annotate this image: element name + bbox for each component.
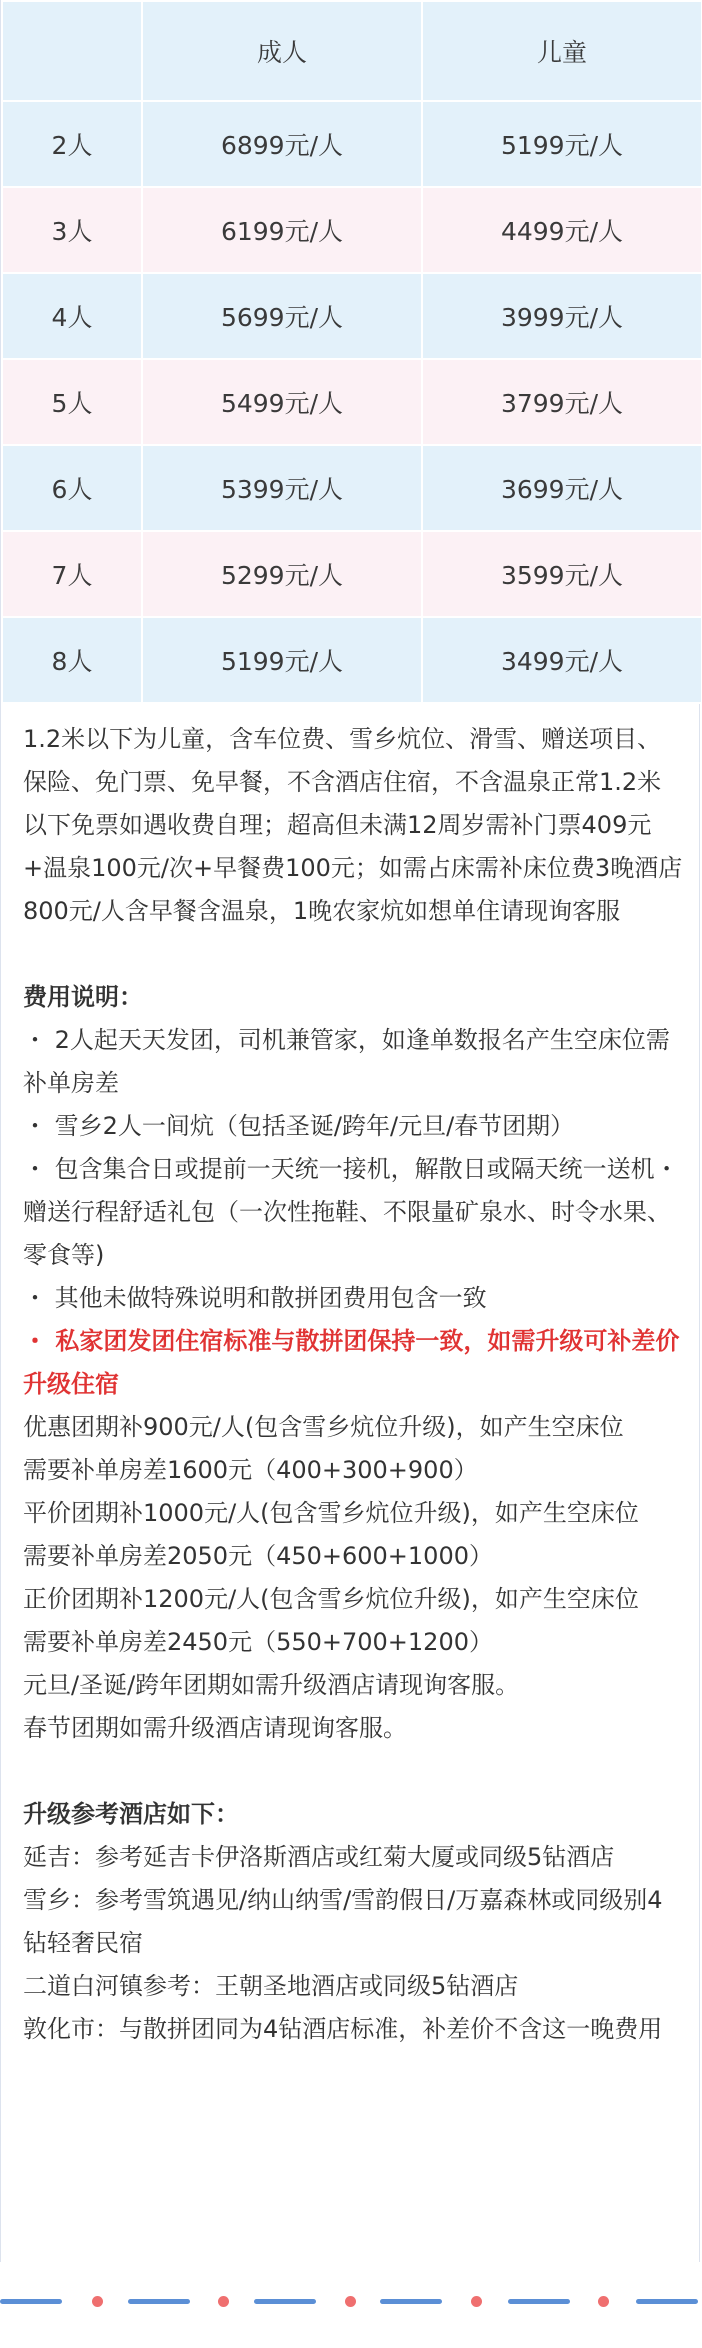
table-header-row (2, 1, 702, 101)
divider-dash (508, 2299, 570, 2304)
people-cell: 3人 (2, 187, 142, 273)
divider-dash (128, 2299, 190, 2304)
table-row (2, 187, 702, 273)
child-price-cell: 3999元/人 (422, 273, 702, 359)
people-cell: 8人 (2, 617, 142, 703)
header-child: 儿童 (422, 1, 702, 101)
hotel-line: 雪乡：参考雪筑遇见/纳山纳雪/雪韵假日/万嘉森林或同级别4钻轻奢民宿 (23, 1886, 663, 1957)
spring-festival-note: 春节团期如需升级酒店请现询客服。 (23, 1714, 407, 1742)
upgrade-line: 需要补单房差1600元（400+300+900） (23, 1456, 478, 1484)
header-adult: 成人 (142, 1, 422, 101)
upgrade-line: 平价团期补1000元/人(包含雪乡炕位升级)，如产生空床位 (23, 1499, 639, 1527)
adult-price-cell: 6199元/人 (142, 187, 422, 273)
upgrade-notice: ・ 私家团发团住宿标准与散拼团保持一致，如需升级可补差价升级住宿 (23, 1327, 680, 1398)
people-cell: 2人 (2, 101, 142, 187)
divider-dash (380, 2299, 442, 2304)
adult-price-cell: 5699元/人 (142, 273, 422, 359)
adult-price-cell: 5399元/人 (142, 445, 422, 531)
table-row (2, 445, 702, 531)
people-cell: 4人 (2, 273, 142, 359)
upgrade-line: 需要补单房差2450元（550+700+1200） (23, 1628, 493, 1656)
holiday-note: 元旦/圣诞/跨年团期如需升级酒店请现询客服。 (23, 1671, 520, 1699)
divider-dot (218, 2296, 229, 2307)
divider-dash (0, 2299, 62, 2304)
hotel-line: 延吉：参考延吉卡伊洛斯酒店或红菊大厦或同级5钻酒店 (23, 1843, 615, 1871)
fees-title: 费用说明： (23, 983, 143, 1011)
hotel-line: 二道白河镇参考：王朝圣地酒店或同级5钻酒店 (23, 1972, 519, 2000)
divider-dash (254, 2299, 316, 2304)
table-row (2, 617, 702, 703)
header-people (2, 1, 142, 101)
adult-price-cell: 5299元/人 (142, 531, 422, 617)
divider-dash (636, 2299, 698, 2304)
hotels-title: 升级参考酒店如下： (23, 1800, 239, 1828)
price-table (1, 0, 702, 704)
people-cell: 7人 (2, 531, 142, 617)
child-price-cell: 3599元/人 (422, 531, 702, 617)
hotel-line: 敦化市：与散拼团同为4钻酒店标准，补差价不含这一晚费用 (23, 2015, 663, 2043)
child-price-cell: 3499元/人 (422, 617, 702, 703)
adult-price-cell: 5499元/人 (142, 359, 422, 445)
fee-bullet: ・ 包含集合日或提前一天统一接机，解散日或隔天统一送机・ 赠送行程舒适礼包（一次性拖鞋、不限量矿泉水、时令水果、零食等) (23, 1155, 679, 1269)
child-price-cell: 4499元/人 (422, 187, 702, 273)
people-cell: 5人 (2, 359, 142, 445)
upgrade-line: 优惠团期补900元/人(包含雪乡炕位升级)，如产生空床位 (23, 1413, 624, 1441)
divider-dot (471, 2296, 482, 2307)
child-price-cell: 3799元/人 (422, 359, 702, 445)
upgrade-line: 正价团期补1200元/人(包含雪乡炕位升级)，如产生空床位 (23, 1585, 639, 1613)
fee-bullet: ・ 其他未做特殊说明和散拼团费用包含一致 (23, 1284, 487, 1312)
divider-dot (345, 2296, 356, 2307)
fee-bullet: ・ 雪乡2人一间炕（包括圣诞/跨年/元旦/春节团期） (23, 1112, 575, 1140)
table-row (2, 101, 702, 187)
child-price-cell: 5199元/人 (422, 101, 702, 187)
divider-dot (598, 2296, 609, 2307)
table-row (2, 359, 702, 445)
table-row (2, 273, 702, 359)
child-policy-text: 1.2米以下为儿童，含车位费、雪乡炕位、滑雪、赠送项目、保险、免门票、免早餐，不含酒店住宿，不含温泉正常1.2米以下免票如遇收费自理；超高但未满12周岁需补门票409元+温泉100元/次+早餐费100元；如需占床需补床位费3晚酒店800元/人含早餐含温泉，1晚农家炕如想单住请现询客服 (23, 725, 683, 925)
notes-section (23, 718, 685, 2051)
adult-price-cell: 6899元/人 (142, 101, 422, 187)
adult-price-cell: 5199元/人 (142, 617, 422, 703)
table-row (2, 531, 702, 617)
fee-bullet: ・ 2人起天天发团，司机兼管家，如逢单数报名产生空床位需补单房差 (23, 1026, 670, 1097)
people-cell: 6人 (2, 445, 142, 531)
child-price-cell: 3699元/人 (422, 445, 702, 531)
divider-dot (92, 2296, 103, 2307)
upgrade-line: 需要补单房差2050元（450+600+1000） (23, 1542, 493, 1570)
decorative-divider (0, 2294, 702, 2308)
